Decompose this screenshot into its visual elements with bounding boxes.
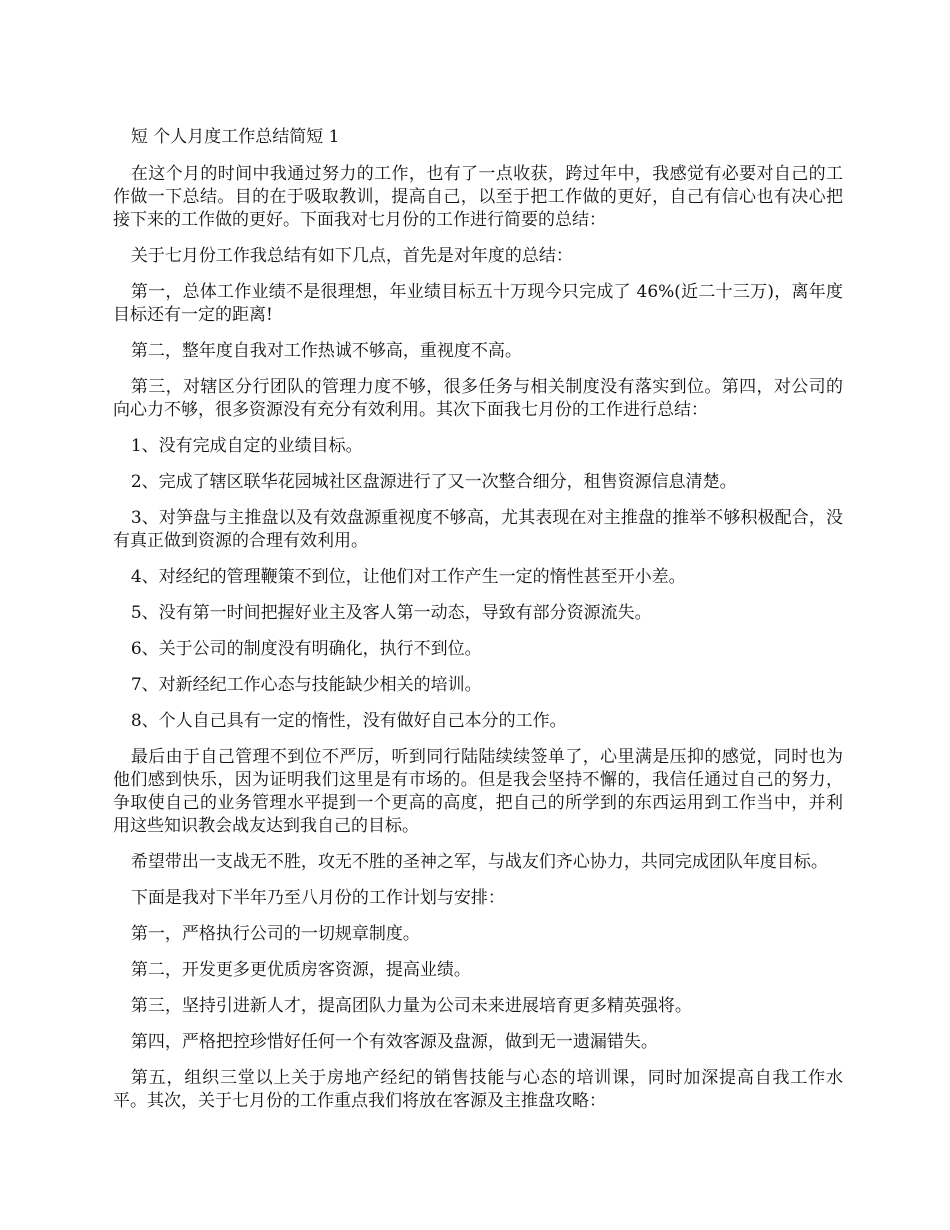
paragraph: 下面是我对下半年乃至八月份的工作计划与安排： <box>130 888 505 908</box>
plan-item: 第一，严格执行公司的一切规章制度。 <box>130 924 420 944</box>
paragraph: 希望带出一支战无不胜，攻无不胜的圣神之军，与战友们齐心协力，共同完成团队年度目标。 <box>130 852 828 872</box>
document-title: 短 个人月度工作总结简短 1 <box>130 127 340 147</box>
list-item: 6、关于公司的制度没有明确化，执行不到位。 <box>130 639 482 659</box>
list-item: 4、对经纪的管理鞭策不到位，让他们对工作产生一定的惰性甚至开小差。 <box>130 567 686 587</box>
plan-item: 第五，组织三堂以上关于房地产经纪的销售技能与心态的培训课，同时加深提高自我工作水平。其次，关于七月份的工作重点我们将放在客源及主推盘攻略： <box>113 1068 843 1111</box>
list-item: 2、完成了辖区联华花园城社区盘源进行了又一次整合细分，租售资源信息清楚。 <box>130 472 737 492</box>
paragraph: 最后由于自己管理不到位不严厉，听到同行陆陆续续签单了，心里满是压抑的感觉，同时也为他们感到快乐，因为证明我们这里是有市场的。但是我会坚持不懈的，我信任通过自己的努力，争取使自己的业务管理水平提到一个更高的高度，把自己的所学到的东西运用到工作当中，并利用这些知识教会战友达到我自己的目标。 <box>113 747 843 836</box>
list-item: 3、对笋盘与主推盘以及有效盘源重视度不够高，尤其表现在对主推盘的推举不够积极配合，没有真正做到资源的合理有效利用。 <box>113 508 843 551</box>
paragraph: 第二，整年度自我对工作热诚不够高，重视度不高。 <box>130 341 522 361</box>
list-item: 7、对新经纪工作心态与技能缺少相关的培训。 <box>130 675 482 695</box>
paragraph: 在这个月的时间中我通过努力的工作，也有了一点收获，跨过年中，我感觉有必要对自己的工作做一下总结。目的在于吸取教训，提高自己，以至于把工作做的更好，自己有信心也有决心把接下来的工作做的更好。下面我对七月份的工作进行简要的总结： <box>113 164 843 230</box>
paragraph: 关于七月份工作我总结有如下几点，首先是对年度的总结： <box>130 246 573 266</box>
document-page <box>113 126 843 1126</box>
list-item: 8、个人自己具有一定的惰性，没有做好自己本分的工作。 <box>130 711 567 731</box>
plan-item: 第四，严格把控珍惜好任何一个有效客源及盘源，做到无一遗漏错失。 <box>130 1032 658 1052</box>
plan-item: 第三，坚持引进新人才，提高团队力量为公司未来进展培育更多精英强将。 <box>130 996 692 1016</box>
paragraph: 第三，对辖区分行团队的管理力度不够，很多任务与相关制度没有落实到位。第四，对公司的向心力不够，很多资源没有充分有效利用。其次下面我七月份的工作进行总结： <box>113 377 843 420</box>
plan-item: 第二，开发更多更优质房客资源，提高业绩。 <box>130 960 471 980</box>
list-item: 5、没有第一时间把握好业主及客人第一动态，导致有部分资源流失。 <box>130 603 652 623</box>
paragraph: 第一，总体工作业绩不是很理想，年业绩目标五十万现今只完成了 46%(近二十三万)，离年度目标还有一定的距离! <box>113 282 843 325</box>
list-item: 1、没有完成自定的业绩目标。 <box>130 436 363 456</box>
